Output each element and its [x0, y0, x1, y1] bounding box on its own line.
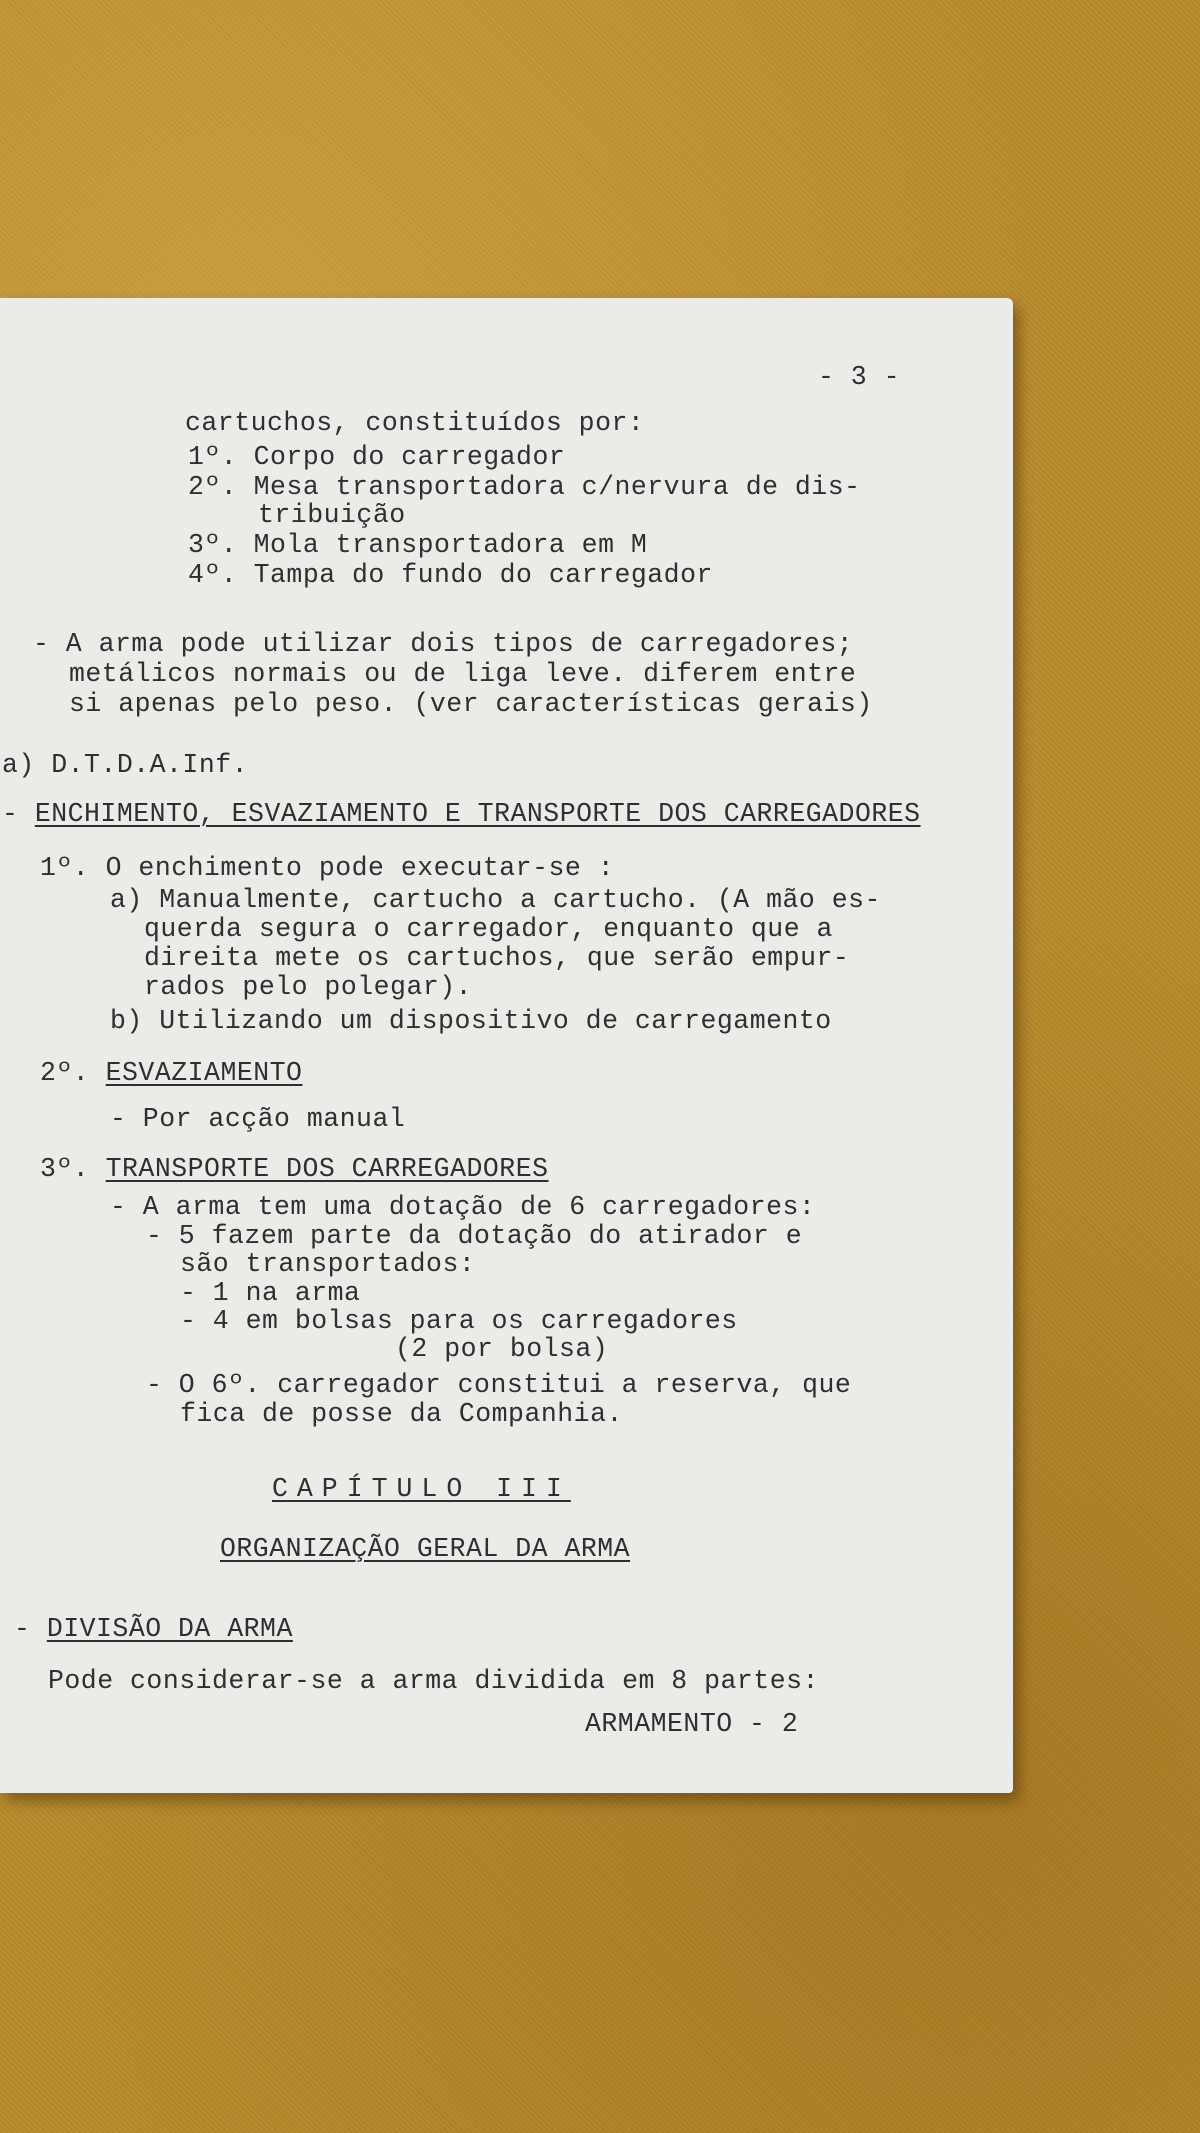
parts-list-item: 2º. Mesa transportadora c/nervura de dis- — [188, 472, 861, 502]
item3-line: - O 6º. carregador constitui a reserva, que — [146, 1370, 852, 1400]
parts-list-item: 4º. Tampa do fundo do carregador — [188, 560, 713, 590]
document-page — [0, 298, 1013, 1793]
note-line: - A arma pode utilizar dois tipos de carregadores; — [33, 629, 854, 659]
item1-title: 1º. O enchimento pode executar-se : — [40, 853, 615, 883]
division-dash: - — [14, 1614, 47, 1644]
section-heading: ENCHIMENTO, ESVAZIAMENTO E TRANSPORTE DOS CARREGADORES — [34, 799, 921, 829]
item3-line: são transportados: — [180, 1249, 476, 1279]
item3-line: - 4 em bolsas para os carregadores — [180, 1306, 738, 1336]
item3-line: - 5 fazem parte da dotação do atirador e — [146, 1221, 803, 1251]
chapter-subtitle: ORGANIZAÇÃO GERAL DA ARMA — [220, 1534, 631, 1564]
item2-number: 2º. — [40, 1058, 106, 1088]
division-line: Pode considerar-se a arma dividida em 8 partes: — [48, 1666, 819, 1696]
parts-list-item: tribuição — [258, 500, 406, 530]
note-line: si apenas pelo peso. (ver características gerais) — [69, 689, 873, 719]
division-heading: DIVISÃO DA ARMA — [46, 1614, 293, 1644]
item2-heading: ESVAZIAMENTO — [105, 1058, 303, 1088]
intro-line: cartuchos, constituídos por: — [185, 408, 645, 438]
item1-a-line: rados pelo polegar). — [144, 972, 473, 1002]
item3-line: (2 por bolsa) — [395, 1334, 609, 1364]
item3-line: - A arma tem uma dotação de 6 carregadores: — [110, 1192, 816, 1222]
section-dash: - — [2, 799, 35, 829]
item2-line: - Por acção manual — [110, 1104, 406, 1134]
item1-a-line: direita mete os cartuchos, que serão empur- — [144, 943, 850, 973]
parts-list-item: 1º. Corpo do carregador — [188, 442, 566, 472]
item3-heading: TRANSPORTE DOS CARREGADORES — [105, 1154, 549, 1184]
item1-a-line: a) Manualmente, cartucho a cartucho. (A mão es- — [110, 885, 881, 915]
division-heading-line — [14, 1616, 293, 1643]
item1-a-line: querda segura o carregador, enquanto que a — [144, 914, 833, 944]
page-number: - 3 - — [818, 362, 901, 392]
section-heading-line — [2, 801, 921, 828]
page-footer: ARMAMENTO - 2 — [585, 1709, 799, 1739]
item3-number: 3º. — [40, 1154, 106, 1184]
item3-heading-line — [40, 1156, 549, 1183]
item3-line: fica de posse da Companhia. — [180, 1399, 623, 1429]
item3-line: - 1 na arma — [180, 1278, 361, 1308]
reference-line: a) D.T.D.A.Inf. — [2, 750, 249, 780]
chapter-title: CAPÍTULO III — [272, 1474, 571, 1504]
item2-heading-line — [40, 1060, 302, 1087]
item1-b-line: b) Utilizando um dispositivo de carregamento — [110, 1006, 832, 1036]
note-line: metálicos normais ou de liga leve. diferem entre — [69, 659, 857, 689]
parts-list-item: 3º. Mola transportadora em M — [188, 530, 648, 560]
